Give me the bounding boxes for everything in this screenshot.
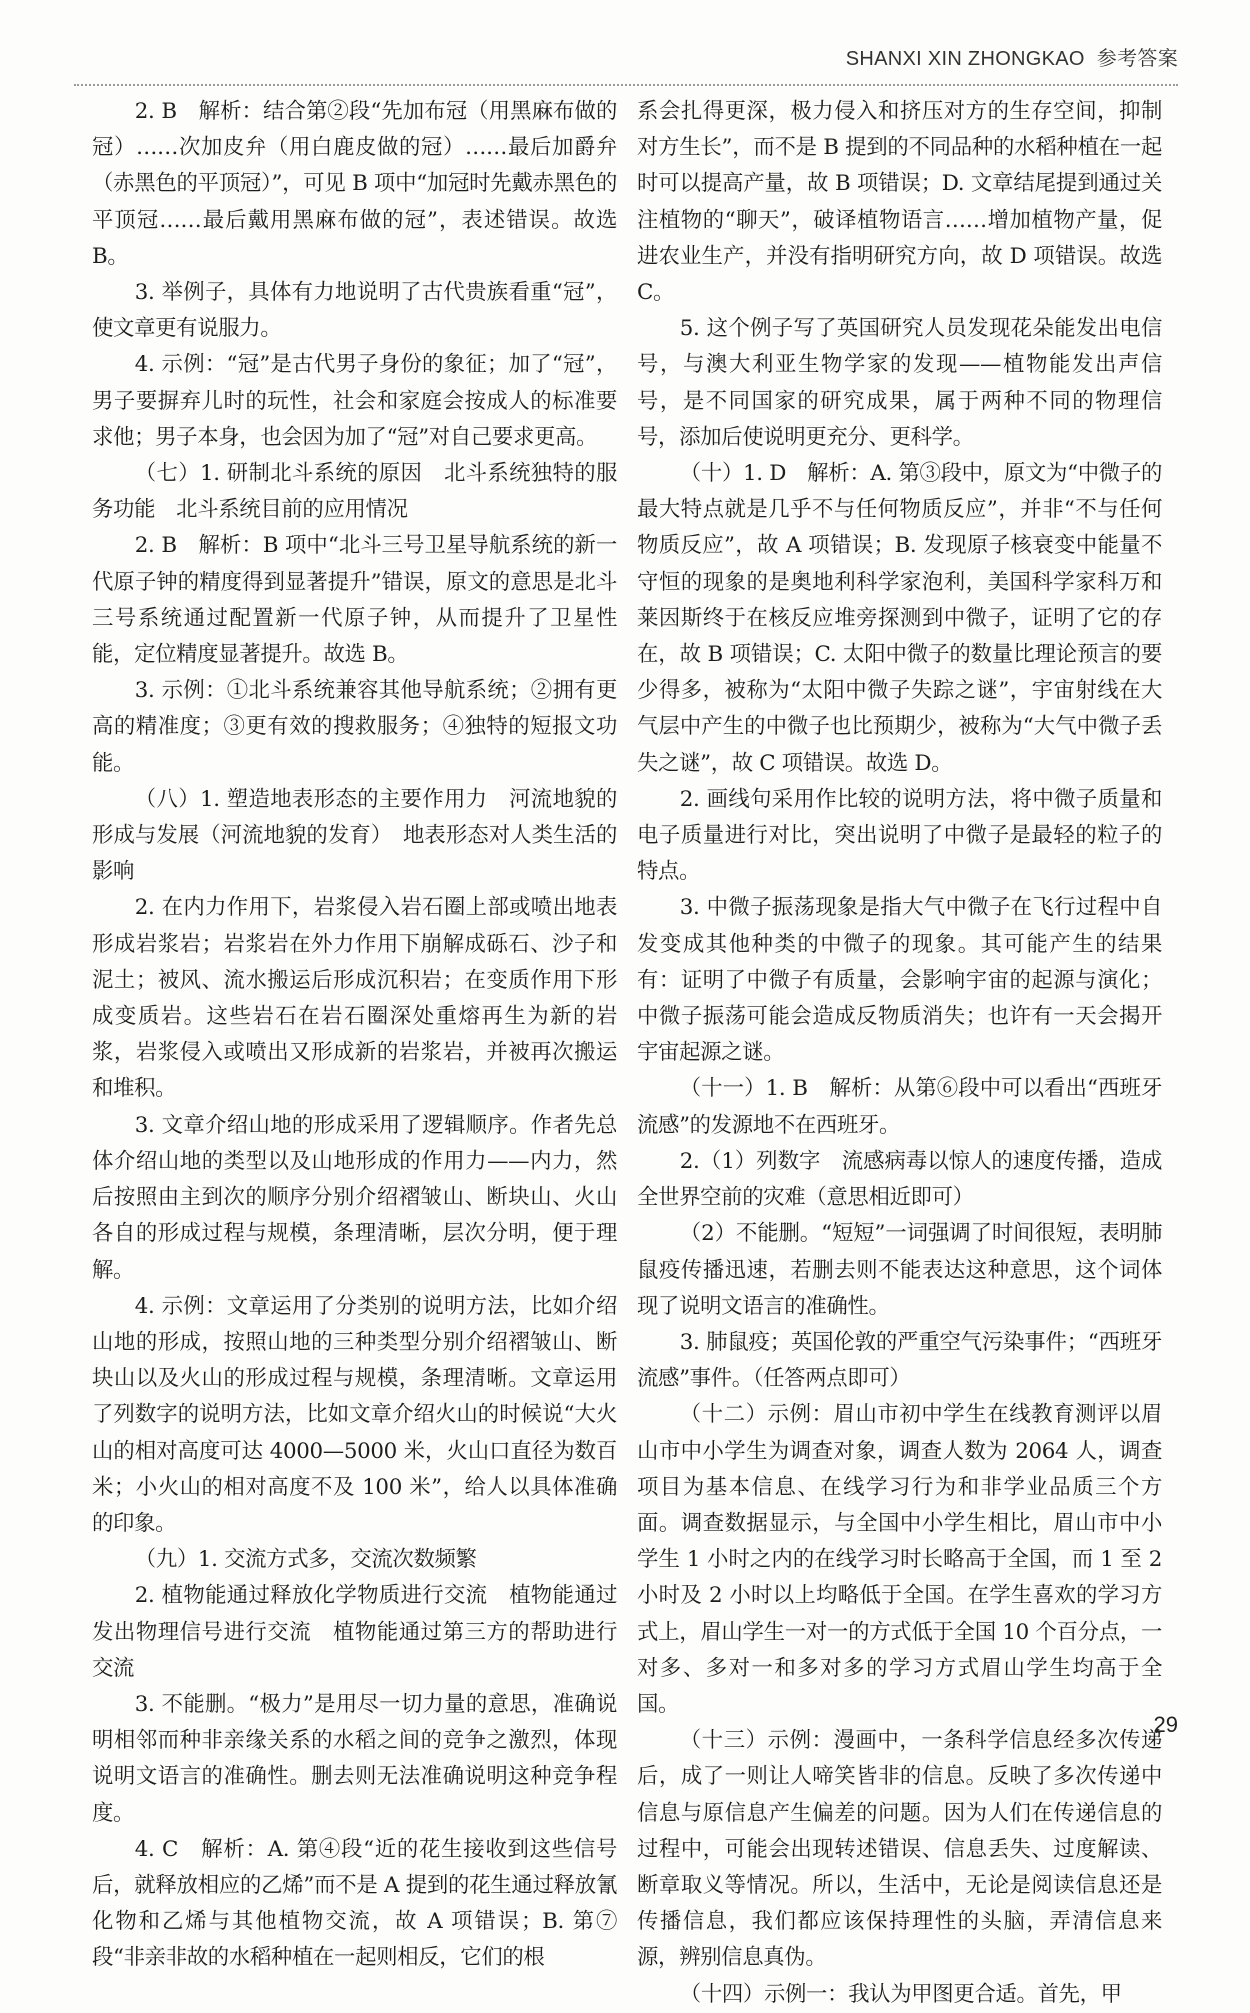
- paragraph: 2. B 解析：结合第②段“先加布冠（用黑麻布做的冠）……次加皮弁（用白鹿皮做的冠）……最后加爵弁（赤黑色的平顶冠）”，可见 B 项中“加冠时先戴赤黑色的平顶冠……最后戴用黑麻布做的冠”，表述错误。故选 B。: [92, 99, 617, 269]
- running-header: [846, 42, 1178, 71]
- paragraph: 4. 示例：文章运用了分类别的说明方法，比如介绍山地的形成，按照山地的三种类型分别介绍褶皱山、断块山以及火山的形成过程与规模，条理清晰。文章运用了列数字的说明方法，比如文章介绍火山的时候说“大火山的相对高度可达 4000—5000 米，火山口直径为数百米；小火山的相对高度不及 100 米”，给人以具体准确的印象。: [92, 1293, 617, 1536]
- paragraph: 2. 在内力作用下，岩浆侵入岩石圈上部或喷出地表形成岩浆岩；岩浆岩在外力作用下崩解成砾石、沙子和泥土；被风、流水搬运后形成沉积岩；在变质作用下形成变质岩。这些岩石在岩石圈深处重熔再生为新的岩浆，岩浆侵入或喷出又形成新的岩浆岩，并被再次搬运和堆积。: [92, 895, 617, 1102]
- paragraph: 2. 画线句采用作比较的说明方法，将中微子质量和电子质量进行对比，突出说明了中微子是最轻的粒子的特点。: [637, 786, 1162, 885]
- paragraph: 3. 文章介绍山地的形成采用了逻辑顺序。作者先总体介绍山地的类型以及山地形成的作用力——内力，然后按照由主到次的顺序分别介绍褶皱山、断块山、火山各自的形成过程与规模，条理清晰，层次分明，便于理解。: [92, 1112, 617, 1283]
- paragraph: （八）1. 塑造地表形态的主要作用力 河流地貌的形成与发展（河流地貌的发育） 地表形态对人类生活的影响: [92, 786, 617, 885]
- header-section: 参考答案: [1096, 46, 1178, 70]
- paragraph: 3. 不能删。“极力”是用尽一切力量的意思，准确说明相邻而种非亲缘关系的水稻之间的竞争之激烈，体现说明文语言的准确性。删去则无法准确说明这种竞争程度。: [92, 1691, 617, 1826]
- paragraph: 2.（1）列数字 流感病毒以惊人的速度传播，造成全世界空前的灾难（意思相近即可）: [637, 1148, 1162, 1211]
- paragraph: （七）1. 研制北斗系统的原因 北斗系统独特的服务功能 北斗系统目前的应用情况: [92, 461, 617, 523]
- paragraph-continuation: 系会扎得更深，极力侵入和挤压对方的生存空间，抑制对方生长”，而不是 B 提到的不同品种的水稻种植在一起时可以提高产量，故 B 项错误；D. 文章结尾提到通过关注植物的“聊天”，破译植物语言……增加植物产量，促进农业生产，并没有指明研究方向，故 D 项错误。故选 C。: [637, 99, 1162, 306]
- paragraph: 5. 这个例子写了英国研究人员发现花朵能发出电信号，与澳大利亚生物学家的发现——植物能发出声信号，是不同国家的研究成果，属于两种不同的物理信号，添加后使说明更充分、更科学。: [637, 316, 1162, 450]
- header-rule: [74, 84, 1178, 86]
- paragraph: 4. 示例：“冠”是古代男子身份的象征；加了“冠”，男子要摒弃儿时的玩性，社会和家庭会按成人的标准要求他；男子本身，也会因为加了“冠”对自己要求更高。: [92, 352, 617, 450]
- paragraph: （2）不能删。“短短”一词强调了时间很短，表明肺鼠疫传播迅速，若删去则不能表达这种意思，这个词体现了说明文语言的准确性。: [637, 1221, 1162, 1319]
- paragraph: （十三）示例：漫画中，一条科学信息经多次传递后，成了一则让人啼笑皆非的信息。反映了多次传递中信息与原信息产生偏差的问题。因为人们在传递信息的过程中，可能会出现转述错误、信息丢失、过度解读、断章取义等情况。所以，生活中，无论是阅读信息还是传播信息，我们都应该保持理性的头脑，弄清信息来源，辨别信息真伪。: [637, 1728, 1162, 1971]
- header-series: SHANXI XIN ZHONGKAO: [845, 48, 1085, 70]
- paragraph: （十四）示例一：我认为甲图更合适。首先，甲: [679, 1981, 1122, 2007]
- paragraph: （十一）1. B 解析：从第⑥段中可以看出“西班牙流感”的发源地不在西班牙。: [637, 1076, 1162, 1138]
- page-number: 29: [1153, 1712, 1178, 1737]
- paragraph: （九）1. 交流方式多，交流次数频繁: [134, 1547, 477, 1573]
- left-column: [92, 94, 617, 1977]
- paragraph: 2. B 解析：B 项中“北斗三号卫星导航系统的新一代原子钟的精度得到显著提升”错误，原文的意思是北斗三号系统通过配置新一代原子钟，从而提升了卫星性能，定位精度显著提升。故选 B。: [92, 533, 617, 668]
- paragraph: 3. 举例子，具体有力地说明了古代贵族看重“冠”，使文章更有说服力。: [92, 280, 617, 342]
- paragraph: 3. 示例：①北斗系统兼容其他导航系统；②拥有更高的精准度；③更有效的搜救服务；④独特的短报文功能。: [92, 678, 617, 776]
- paragraph: 2. 植物能通过释放化学物质进行交流 植物能通过发出物理信号进行交流 植物能通过第三方的帮助进行交流: [92, 1583, 617, 1681]
- paragraph: （十）1. D 解析：A. 第③段中，原文为“中微子的最大特点就是几乎不与任何物质反应”，并非“不与任何物质反应”，故 A 项错误；B. 发现原子核衰变中能量不守恒的现象的是奥地利科学家泡利，美国科学家科万和莱因斯终于在核反应堆旁探测到中微子，证明了它的存在，故 B 项错误；C. 太阳中微子的数量比理论预言的要少得多，被称为“太阳中微子失踪之谜”，宇宙射线在大气层中产生的中微子也比预期少，被称为“大气中微子丢失之谜”，故 C 项错误。故选 D。: [637, 461, 1162, 776]
- right-column: [637, 94, 1162, 2013]
- paragraph: 3. 中微子振荡现象是指大气中微子在飞行过程中自发变成其他种类的中微子的现象。其可能产生的结果有：证明了中微子有质量，会影响宇宙的起源与演化；中微子振荡可能会造成反物质消失；也许有一天会揭开宇宙起源之谜。: [637, 895, 1162, 1066]
- paragraph: 3. 肺鼠疫；英国伦敦的严重空气污染事件；“西班牙流感”事件。（任答两点即可）: [637, 1329, 1162, 1392]
- paragraph: 4. C 解析：A. 第④段“近的花生接收到这些信号后，就释放相应的乙烯”而不是 A 提到的花生通过释放氰化物和乙烯与其他植物交流，故 A 项错误；B. 第⑦段“非亲非故的水稻种植在一起则相反，它们的根: [92, 1836, 617, 1971]
- paragraph: （十二）示例：眉山市初中学生在线教育测评以眉山市中小学生为调查对象，调查人数为 2064 人，调查项目为基本信息、在线学习行为和非学业品质三个方面。调查数据显示，与全国中小学生相比，眉山市中小学生 1 小时之内的在线学习时长略高于全国，而 1 至 2 小时及 2 小时以上均略低于全国。在学生喜欢的学习方式上，眉山学生一对一的方式低于全国 10 个百分点，一对多、多对一和多对多的学习方式眉山学生均高于全国。: [637, 1402, 1162, 1717]
